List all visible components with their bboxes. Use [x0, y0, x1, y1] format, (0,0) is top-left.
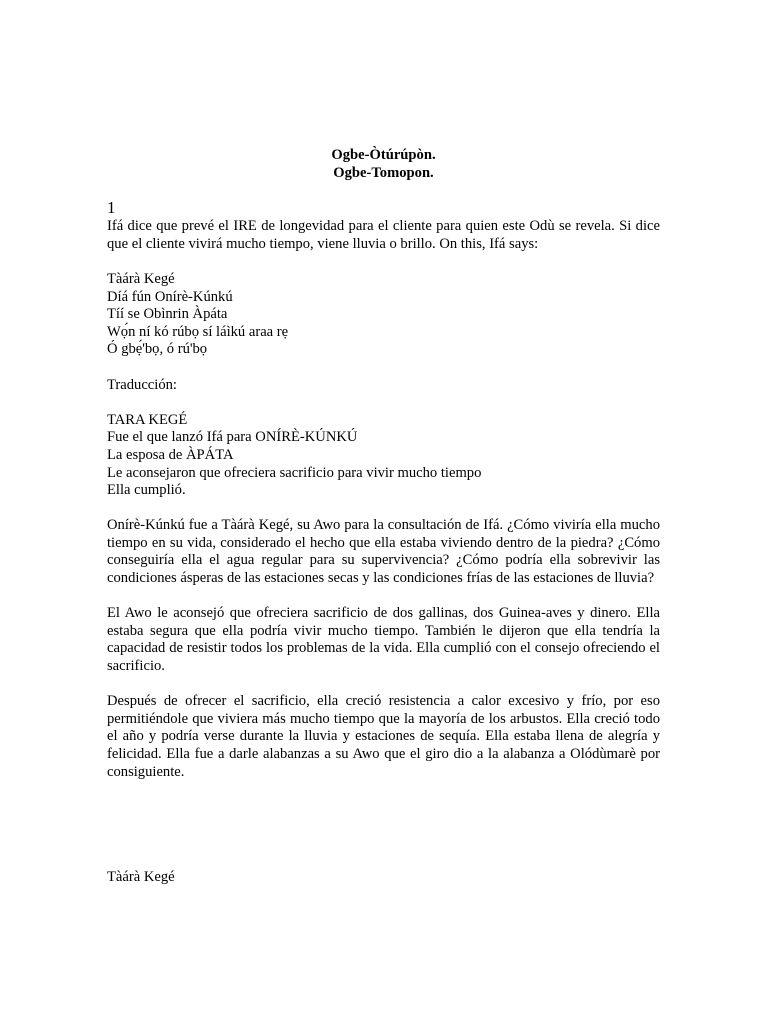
- verse-spanish-line: Ella cumplió.: [107, 482, 186, 499]
- closing-line: Tàárà Kegé: [107, 869, 175, 886]
- document-title: [107, 147, 660, 182]
- title-line-2: Ogbe-Tomopon.: [333, 164, 434, 181]
- spacer: [107, 500, 660, 518]
- verse-spanish-line: La esposa de ÀPÁTA: [107, 446, 234, 463]
- verse-yoruba-line: Díá fún Onírè-Kúnkú: [107, 288, 233, 305]
- translation-label: Traducción:: [107, 376, 177, 393]
- verse-spanish-line: Le aconsejaron que ofreciera sacrificio para vivir mucho tiempo: [107, 464, 482, 481]
- spacer: [107, 781, 660, 869]
- body-paragraph: El Awo le aconsejó que ofreciera sacrificio de dos gallinas, dos Guinea-aves y dinero. Ella estaba segura que ella podría vivir mucho tiempo. También le dijeron que ella tendría la capacidad de resistir todos los problemas de la vida. Ella cumplió con el consejo ofreciendo el sacrificio.: [107, 605, 660, 675]
- body-paragraph: Onírè-Kúnkú fue a Tàárà Kegé, su Awo para la consultación de Ifá. ¿Cómo viviría ella mucho tiempo en su vida, considerado el hecho que ella estaba viviendo dentro de la piedra? ¿Cómo conseguiría ella el agua regular para su supervivencia? ¿Cómo podría ella sobrevivir las condiciones ásperas de las estaciones secas y las condiciones frías de las estaciones de lluvia?: [107, 517, 660, 587]
- body-paragraph: Después de ofrecer el sacrificio, ella creció resistencia a calor excesivo y frío, por eso permitiéndole que viviera más mucho tiempo que la mayoría de los arbustos. Ella creció todo el año y podría verse durante la lluvia y estaciones de sequía. Ella estaba llena de alegría y felicidad. Ella fue a darle alabanzas a su Awo que el giro dio a la alabanza a Olódùmarè por consiguiente.: [107, 693, 660, 780]
- section-number: 1: [107, 198, 116, 218]
- verse-spanish: [107, 412, 660, 500]
- spacer: [107, 253, 660, 271]
- spacer: [107, 588, 660, 606]
- verse-yoruba-line: Ó gbẹ́'bọ, ó rú'bọ: [107, 341, 208, 358]
- spacer: [107, 676, 660, 694]
- verse-spanish-line: Fue el que lanzó Ifá para ONÍRÈ-KÚNKÚ: [107, 429, 358, 446]
- verse-yoruba-line: Tíí se Obìnrin Àpáta: [107, 306, 228, 323]
- verse-yoruba-line: Wọ́n ní kó rúbọ sí láìkú araa rẹ: [107, 323, 289, 340]
- verse-spanish-line: TARA KEGÉ: [107, 411, 188, 428]
- spacer: [107, 359, 660, 377]
- verse-yoruba-line: Tàárà Kegé: [107, 270, 175, 287]
- title-line-1: Ogbe-Òtúrúpòn.: [331, 147, 436, 163]
- verse-yoruba: [107, 271, 660, 359]
- document-page: [107, 147, 660, 887]
- spacer: [107, 394, 660, 412]
- intro-paragraph: Ifá dice que prevé el IRE de longevidad para el cliente para quien este Odù se revela. Si dice que el cliente vivirá mucho tiempo, viene lluvia o brillo. On this, Ifá says:: [107, 218, 660, 252]
